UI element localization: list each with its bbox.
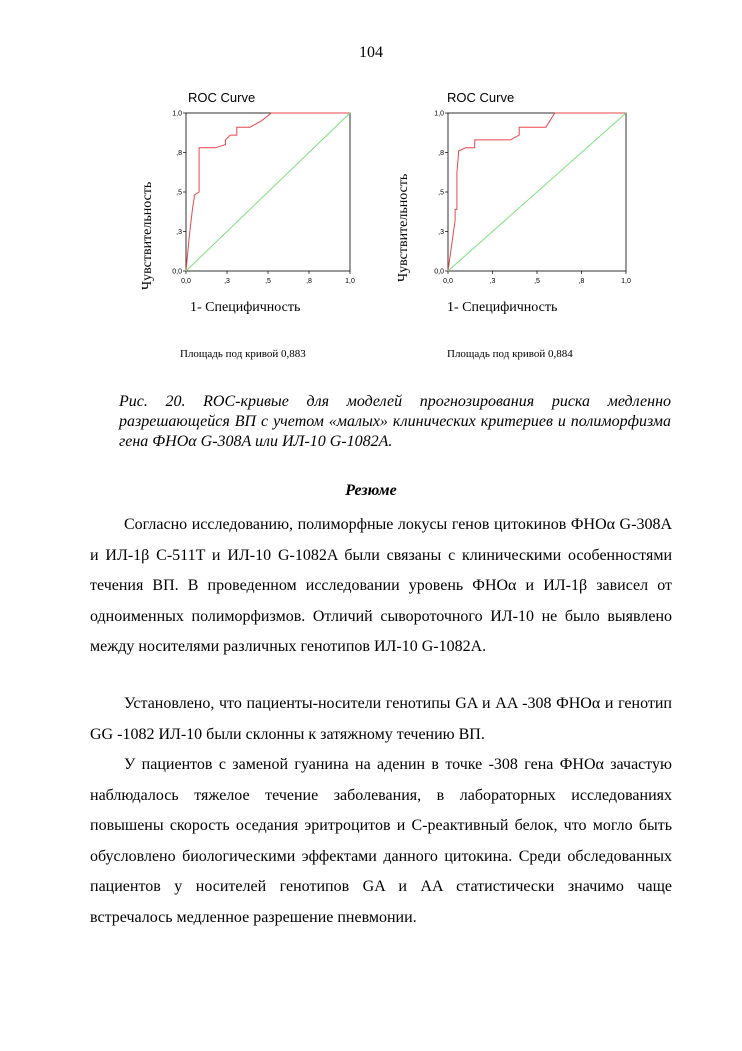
chart2-title: ROC Curve: [447, 90, 515, 105]
chart2-auc-text: Площадь под кривой 0,884: [447, 348, 573, 360]
roc-chart-2: [420, 108, 630, 293]
x-tick-label: 1,0: [621, 278, 631, 285]
summary-paragraph: Установлено, что пациенты-носители генотипы GA и AA -308 ФНОα и генотип GG -1082 ИЛ-10 были склонны к затяжному течению ВП.: [90, 695, 672, 743]
page-number: 104: [359, 44, 383, 61]
reference-diagonal-line: [186, 113, 350, 271]
roc-chart-2-plot: [420, 108, 630, 293]
chart1-auc-text: Площадь под кривой 0,883: [180, 348, 306, 360]
x-tick-label: 1,0: [345, 278, 355, 285]
x-tick-label: 0,0: [443, 278, 453, 285]
summary-paragraph: У пациентов с заменой гуанина на аденин в точке -308 гена ФНОα зачастую наблюдалось тяжелое течение заболевания, в лабораторных исследованиях повышены скорость оседания эритроцитов и С-реактивный белок, что могло быть обусловлено биологическими эффектами данного цитокина. Среди обследованных пациентов у носителей генотипов GA и AA статистически значимо чаще встречалось медленное разрешение пневмонии.: [90, 756, 673, 926]
x-tick-label: ,8: [578, 278, 585, 285]
summary-heading: Резюме: [345, 482, 397, 499]
x-tick-label: ,3: [224, 278, 230, 285]
y-tick-label: 1,0: [434, 110, 444, 118]
y-tick-label: 1,0: [172, 110, 182, 118]
chart1-x-axis-label: 1- Специфичность: [190, 300, 301, 315]
x-tick-label: 0,0: [181, 278, 191, 285]
y-tick-label: 0,0: [434, 268, 444, 276]
x-tick-label: ,5: [534, 278, 540, 285]
roc-chart-1: [160, 108, 360, 293]
roc-chart-1-plot: [160, 108, 360, 293]
y-tick-label: ,8: [438, 150, 444, 157]
y-tick-label: ,8: [176, 150, 182, 157]
x-tick-label: ,8: [306, 278, 312, 285]
y-tick-label: 0,0: [172, 268, 182, 276]
chart1-title: ROC Curve: [188, 90, 256, 105]
y-tick-label: ,3: [176, 229, 182, 236]
chart1-y-axis-label: Чувствительность: [140, 181, 155, 290]
reference-diagonal-line: [448, 113, 626, 271]
y-tick-label: ,5: [176, 189, 182, 197]
x-tick-label: ,3: [489, 278, 496, 285]
y-tick-label: ,5: [438, 189, 444, 197]
y-tick-label: ,3: [438, 229, 444, 236]
chart2-y-axis-label: Чувствительность: [396, 173, 411, 282]
x-tick-label: ,5: [265, 278, 271, 285]
figure-caption: Рис. 20. ROC-кривые для моделей прогнозирования риска медленно разрешающейся ВП с учетом «малых» клинических критериев и полиморфизма гена ФНОα G-308A или ИЛ-10 G-1082A.: [119, 393, 671, 450]
summary-paragraph: Согласно исследованию, полиморфные локусы генов цитокинов ФНОα G-308A и ИЛ-1β C-511T и ИЛ-10 G-1082A были связаны с клиническими особенностями течения ВП. В проведенном исследовании уровень ФНОα и ИЛ-1β зависел от одноименных полиморфизмов. Отличий сывороточного ИЛ-10 не было выявлено между носителями различных генотипов ИЛ-10 G-1082A.: [90, 516, 672, 655]
chart2-x-axis-label: 1- Специфичность: [447, 300, 558, 315]
